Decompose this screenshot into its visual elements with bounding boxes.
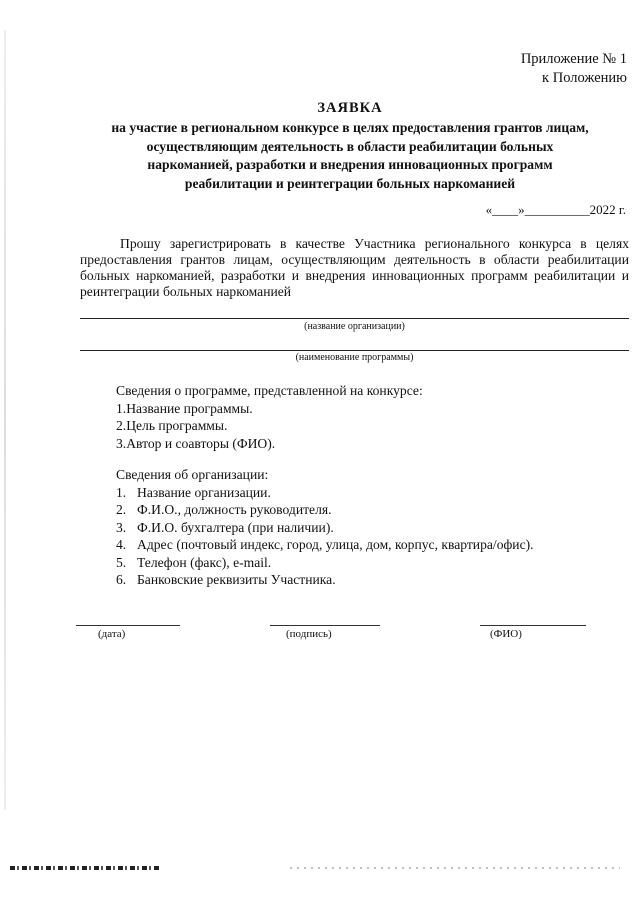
org-info-heading: Сведения об организации:: [116, 467, 269, 482]
document-subtitle: [80, 119, 620, 193]
program-name-line: [80, 350, 629, 351]
application-paragraph: Прошу зарегистрировать в качестве Участника регионального конкурса в целях предоставления грантов лицам, осуществляющим деятельность в области реабилитации больных наркоманией, разработки и внедрения инновационных программ реабилитации и реинтеграции больных наркоманией: [80, 236, 629, 299]
appendix-line-1: Приложение № 1: [520, 51, 627, 67]
date-caption: (дата): [98, 628, 126, 640]
org-info-item: 2. Ф.И.О., должность руководителя.: [116, 502, 332, 517]
program-name-caption: (наименование программы): [295, 352, 414, 363]
org-info-item: 1. Название организации.: [116, 484, 271, 500]
subtitle-line: осуществляющим деятельность в области реабилитации больных: [146, 138, 554, 154]
appendix-line-2: к Положению: [542, 70, 627, 86]
org-name-caption: (название организации): [304, 321, 405, 332]
date-field: «____»__________2022 г.: [485, 202, 626, 217]
org-info-item: 4. Адрес (почтовый индекс, город, улица, дом, корпус, квартира/офис).: [116, 537, 534, 552]
scan-edge-shadow: [4, 30, 6, 810]
subtitle-line: на участие в региональном конкурсе в целях предоставления грантов лицам,: [111, 120, 589, 135]
program-info-section: [116, 382, 423, 452]
subtitle-line: реабилитации и реинтеграции больных наркоманией: [184, 175, 516, 191]
document-title: ЗАЯВКА: [317, 100, 383, 116]
scan-noise: [290, 867, 620, 869]
scan-noise: [10, 866, 160, 870]
fio-caption: (ФИО): [490, 628, 522, 640]
org-name-line: [80, 318, 629, 319]
subtitle-line: наркоманией, разработки и внедрения инновационных программ: [147, 157, 553, 172]
sign-signature-line: [270, 625, 380, 626]
date-signature-line: [76, 625, 180, 626]
appendix-header: [521, 50, 627, 88]
program-info-item: 2.Цель программы.: [116, 418, 228, 433]
program-info-item: 1.Название программы.: [116, 400, 253, 416]
org-info-item: 3. Ф.И.О. бухгалтера (при наличии).: [116, 519, 334, 535]
fio-signature-line: [480, 625, 586, 626]
org-info-item: 5. Телефон (факс), e-mail.: [116, 554, 272, 570]
program-info-item: 3.Автор и соавторы (ФИО).: [116, 435, 276, 451]
org-info-section: [116, 466, 534, 589]
org-info-item: 6. Банковские реквизиты Участника.: [116, 572, 336, 587]
program-info-heading: Сведения о программе, представленной на конкурсе:: [116, 383, 423, 398]
sign-caption: (подпись): [286, 628, 332, 640]
